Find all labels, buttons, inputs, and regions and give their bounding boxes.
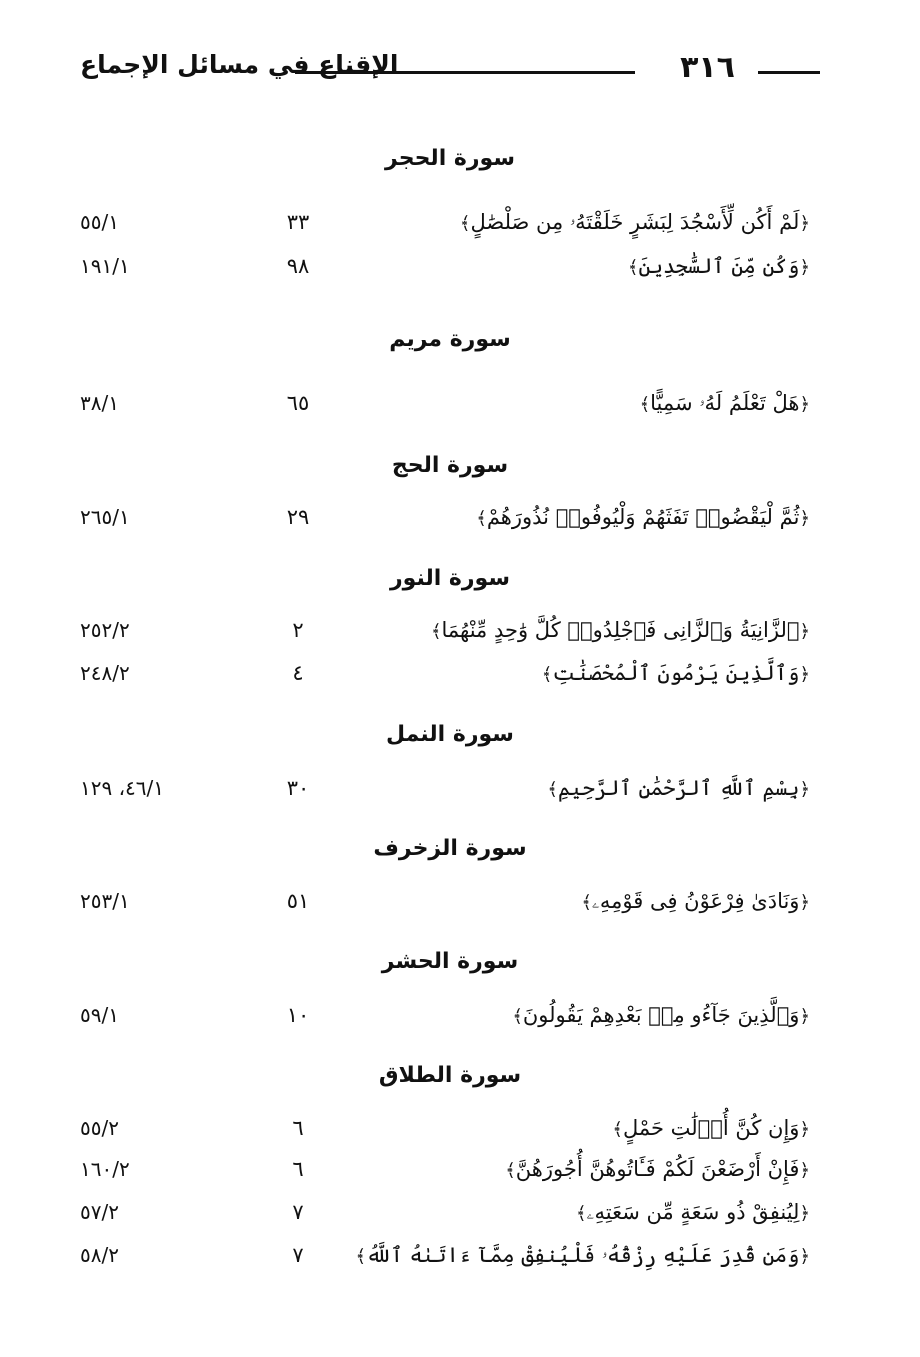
surah-title: سورة النور xyxy=(390,566,510,591)
verse-text: ﴿هَلْ تَعْلَمُ لَهُۥ سَمِيًّا﴾ xyxy=(639,391,810,415)
citation-ref: ١٦٠/٢ xyxy=(80,1157,130,1181)
verse-row xyxy=(80,1157,810,1193)
verse-text: ﴿وَنَادَىٰ فِرْعَوْنُ فِى قَوْمِهِۦ﴾ xyxy=(581,889,810,913)
citation-ref: ٥٨/٢ xyxy=(80,1243,119,1267)
ayah-number: ٧ xyxy=(292,1243,304,1267)
verse-row xyxy=(80,1003,810,1039)
verse-row xyxy=(80,254,810,290)
citation-ref: ٢٤٨/٢ xyxy=(80,661,130,685)
ayah-number: ٢٩ xyxy=(286,505,310,529)
ayah-number: ٦٥ xyxy=(286,391,310,415)
page-number: ٣١٦ xyxy=(680,50,735,85)
verse-text: ﴿وَإِن كُنَّ أُو۟لَٰتِ حَمْلٍ﴾ xyxy=(612,1116,810,1140)
verse-row xyxy=(80,776,810,812)
verse-text: ﴿لَمْ أَكُن لِّأَسْجُدَ لِبَشَرٍ خَلَقْتَهُۥ مِن صَلْصَٰلٍ﴾ xyxy=(459,210,810,234)
verse-text: ﴿وَكُن مِّنَ ٱلسَّٰجِدِينَ﴾ xyxy=(627,254,810,278)
surah-title: سورة الطلاق xyxy=(378,1063,522,1088)
surah-title: سورة الحشر xyxy=(381,949,519,974)
verse-row xyxy=(80,210,810,246)
ayah-number: ٧ xyxy=(292,1200,304,1224)
citation-ref: ٤٦/١، ١٢٩ xyxy=(80,776,165,800)
surah-title: سورة الزخرف xyxy=(373,836,527,861)
surah-title: سورة النمل xyxy=(386,722,514,747)
citation-ref: ٥٧/٢ xyxy=(80,1200,119,1224)
ayah-number: ٤ xyxy=(292,661,304,685)
verse-row xyxy=(80,1116,810,1152)
verse-text: ﴿لِيُنفِقْ ذُو سَعَةٍ مِّن سَعَتِهِۦ﴾ xyxy=(575,1200,810,1224)
verse-text: ﴿وَمَن قُدِرَ عَلَيْهِ رِزْقُهُۥ فَلْيُنفِقْ مِمَّآ ءَاتَىٰهُ ٱللَّهُ﴾ xyxy=(355,1243,810,1267)
ayah-number: ٣٠ xyxy=(286,776,310,800)
surah-title: سورة الحج xyxy=(391,453,509,478)
citation-ref: ١٩١/١ xyxy=(80,254,130,278)
verse-text: ﴿وَٱلَّذِينَ جَآءُو مِنۢ بَعْدِهِمْ يَقُولُونَ﴾ xyxy=(512,1003,810,1027)
ayah-number: ١٠ xyxy=(286,1003,310,1027)
verse-row xyxy=(80,391,810,427)
verse-text: ﴿ٱلزَّانِيَةُ وَٱلزَّانِى فَٱجْلِدُوا۟ كُلَّ وَٰحِدٍ مِّنْهُمَا﴾ xyxy=(430,618,810,642)
page-header xyxy=(80,48,820,92)
verse-row xyxy=(80,889,810,925)
citation-ref: ٢٥٢/٢ xyxy=(80,618,130,642)
verse-row xyxy=(80,1243,810,1279)
ayah-number: ٦ xyxy=(292,1157,304,1181)
ayah-number: ٣٣ xyxy=(286,210,310,234)
citation-ref: ٥٩/١ xyxy=(80,1003,119,1027)
citation-ref: ٢٥٣/١ xyxy=(80,889,130,913)
ayah-number: ٦ xyxy=(292,1116,304,1140)
surah-title: سورة الحجر xyxy=(385,146,515,171)
citation-ref: ٢٦٥/١ xyxy=(80,505,130,529)
header-rule-right xyxy=(758,71,820,74)
citation-ref: ٣٨/١ xyxy=(80,391,119,415)
verse-row xyxy=(80,661,810,697)
book-title: الإقناع في مسائل الإجماع xyxy=(80,50,399,79)
ayah-number: ٥١ xyxy=(286,889,310,913)
verse-text: ﴿ثُمَّ لْيَقْضُوا۟ تَفَثَهُمْ وَلْيُوفُوا۟ نُذُورَهُمْ﴾ xyxy=(476,505,810,529)
verse-text: ﴿بِسْمِ ٱللَّهِ ٱلرَّحْمَٰنِ ٱلرَّحِيمِ﴾ xyxy=(547,776,810,800)
citation-ref: ٥٥/٢ xyxy=(80,1116,119,1140)
ayah-number: ٢ xyxy=(292,618,304,642)
surah-title: سورة مريم xyxy=(389,327,511,352)
citation-ref: ٥٥/١ xyxy=(80,210,119,234)
verse-text: ﴿فَإِنْ أَرْضَعْنَ لَكُمْ فَـَٔاتُوهُنَّ أُجُورَهُنَّ﴾ xyxy=(505,1157,810,1181)
verse-text: ﴿وَٱلَّذِينَ يَرْمُونَ ٱلْمُحْصَنَٰتِ﴾ xyxy=(541,661,810,685)
verse-row xyxy=(80,618,810,654)
verse-row xyxy=(80,505,810,541)
ayah-number: ٩٨ xyxy=(286,254,310,278)
verse-row xyxy=(80,1200,810,1236)
